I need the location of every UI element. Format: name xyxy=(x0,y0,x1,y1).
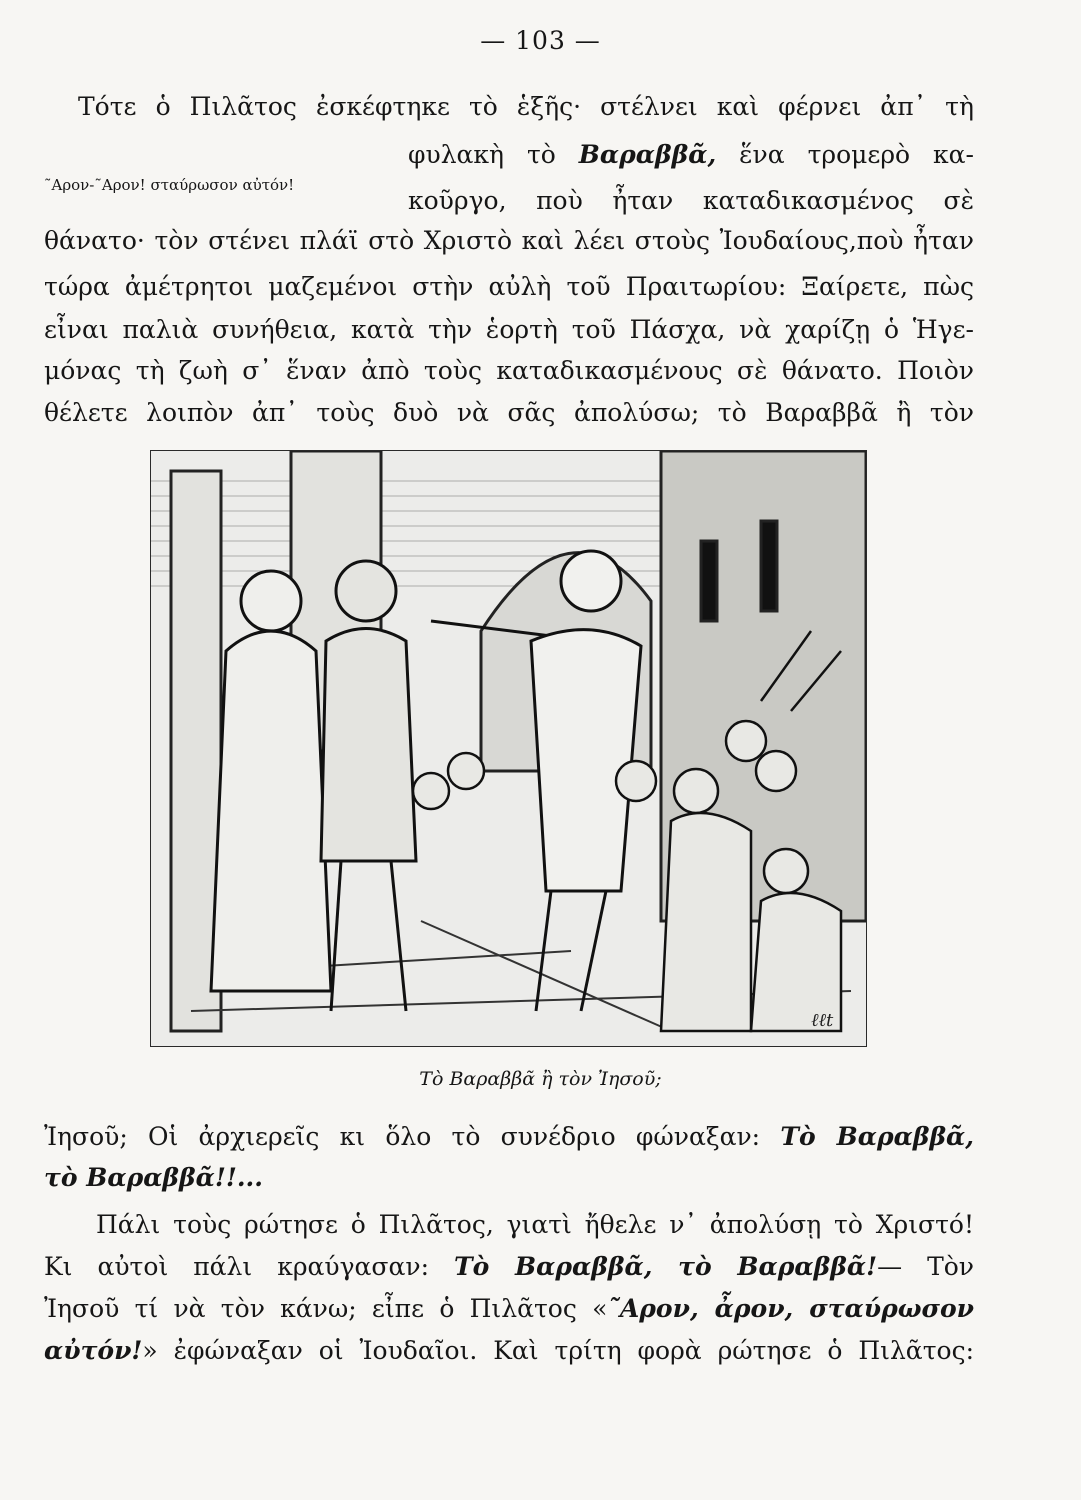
barabbas-emphasis: Βαραββᾶ, xyxy=(578,140,717,169)
text-line: Τότε ὁ Πιλᾶτος ἐσκέφτηκε τὸ ἑξῆς· στέλνει καὶ φέρνει ἀπ᾿ τὴ xyxy=(78,92,974,121)
text-span: Κι αὐτοὶ πάλι κραύγασαν: xyxy=(44,1252,454,1281)
text-line: θάνατο· τὸν στένει πλάϊ στὸ Χριστὸ καὶ λέει στοὺς Ἰουδαίους,ποὺ ἦταν xyxy=(44,226,974,255)
text-line xyxy=(44,1336,974,1365)
side-note: ˜Αρον-˜Αρον! σταύρωσον αὐτόν! xyxy=(44,176,295,194)
text-line xyxy=(44,1294,974,1323)
text-line: Πάλι τοὺς ρώτησε ὁ Πιλᾶτος, γιατὶ ἤθελε ν᾿ ἀπολύσῃ τὸ Χριστό! xyxy=(96,1210,974,1239)
text-span: — Τὸν xyxy=(877,1252,974,1281)
text-line: θέλετε λοιπὸν ἀπ᾿ τοὺς δυὸ νὰ σᾶς ἀπολύσω; τὸ Βαραββᾶ ἢ τὸν xyxy=(44,398,974,427)
text-line: εἶναι παλιὰ συνήθεια, κατὰ τὴν ἑορτὴ τοῦ Πάσχα, νὰ χαρίζῃ ὁ Ἡγε- xyxy=(44,315,974,344)
text-line xyxy=(408,140,974,169)
text-line xyxy=(44,1122,974,1151)
engraving-illustration xyxy=(150,450,867,1047)
illustration-caption: Τὸ Βαραββᾶ ἢ τὸν Ἰησοῦ; xyxy=(419,1068,662,1090)
text-line xyxy=(44,1252,974,1281)
text-span: ἕνα τρομερὸ κα- xyxy=(716,140,974,169)
text-span: » ἐφώναξαν οἱ Ἰουδαῖοι. Καὶ τρίτη φορὰ ρώτησε ὁ Πιλᾶτος: xyxy=(142,1336,974,1365)
engraver-signature: ℓℓt xyxy=(811,1010,834,1031)
text-line: τώρα ἀμέτρητοι μαζεμένοι στὴν αὐλὴ τοῦ Πραιτωρίου: Ξαίρετε, πὼς xyxy=(44,272,974,301)
crucify-emphasis: αὐτόν! xyxy=(44,1336,143,1365)
page-number: — 103 — xyxy=(480,26,601,55)
text-line: κοῦργο, ποὺ ἦταν καταδικασμένος σὲ xyxy=(408,186,974,215)
barabbas-emphasis: Τὸ Βαραββᾶ, xyxy=(780,1122,974,1151)
text-span: Ἰησοῦ; Οἱ ἀρχιερεῖς κι ὅλο τὸ συνέδριο φώναξαν: xyxy=(44,1122,781,1151)
barabbas-emphasis: Τὸ Βαραββᾶ, τὸ Βαραββᾶ! xyxy=(454,1252,878,1281)
crucify-emphasis: ˜Αρον, ἆρον, σταύρωσον xyxy=(607,1294,974,1323)
text-line: τὸ Βαραββᾶ!!... xyxy=(44,1163,263,1192)
engraving-drawing xyxy=(151,451,866,1046)
text-span: φυλακὴ τὸ xyxy=(408,140,579,169)
text-line: μόνας τὴ ζωὴ σ᾿ ἕναν ἀπὸ τοὺς καταδικασμένους σὲ θάνατο. Ποιὸν xyxy=(44,356,974,385)
text-span: Ἰησοῦ τί νὰ τὸν κάνω; εἶπε ὁ Πιλᾶτος « xyxy=(44,1294,608,1323)
